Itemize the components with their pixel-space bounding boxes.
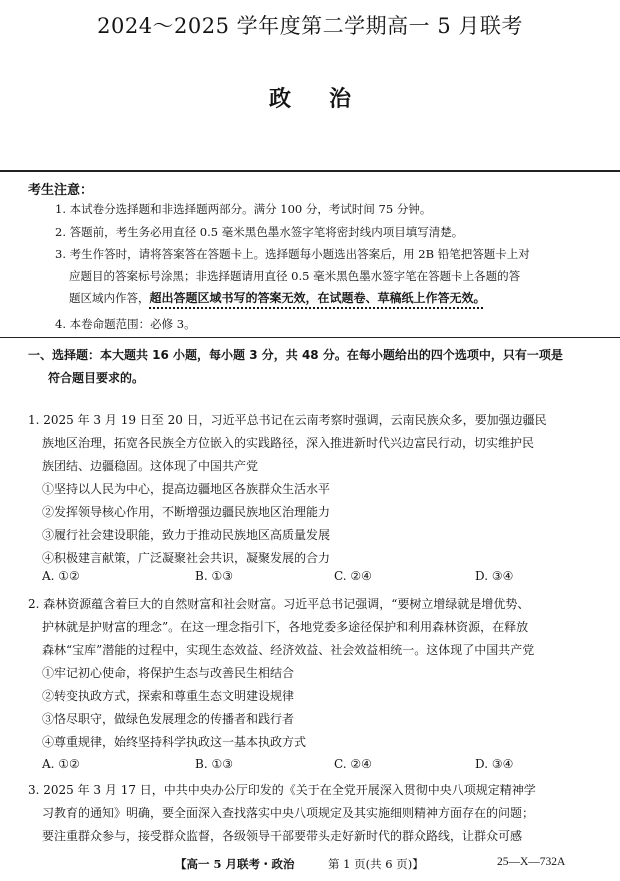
- notice-heading: 考生注意：: [28, 183, 94, 198]
- notice-item-3-cont: 应题目的答案标号涂黑；非选择题请用直径 0.5 毫米黑色墨水签字笔在答题卡上各题的答: [69, 269, 521, 283]
- q2-statement-1: ①牢记初心使命，将保护生态与改善民生相结合: [42, 666, 295, 680]
- notice-divider: [0, 337, 620, 338]
- footer-page-number: 第 1 页(共 6 页)】: [328, 857, 424, 871]
- section-heading: [28, 344, 598, 390]
- footer-exam-label: 【高一 5 月联考・政治: [175, 857, 295, 871]
- q1-statement-2: ②发挥领导核心作用，不断增强边疆民族地区治理能力: [42, 505, 331, 519]
- q2-statement-3: ③恪尽职守，做绿色发展理念的传播者和践行者: [42, 712, 295, 726]
- q1-statement-4: ④积极建言献策，广泛凝聚社会共识，凝聚发展的合力: [42, 551, 331, 565]
- notice-item-2: 2. 答题前，考生务必用直径 0.5 毫米黑色墨水签字笔将密封线内项目填写清楚。: [55, 225, 464, 239]
- section-heading-line2: 符合题目要求的。: [48, 371, 145, 385]
- footer-paper-code: 25—X—732A: [497, 856, 566, 868]
- q3-stem-line3: 要注重群众参与，接受群众监督，各级领导干部要带头走好新时代的群众路线，让群众可感: [42, 829, 523, 843]
- q2-stem-line1: 2. 森林资源蕴含着巨大的自然财富和社会财富。习近平总书记强调，“要树立增绿就是增优势、: [28, 597, 530, 611]
- q1-option-c: C. ②④: [334, 569, 372, 583]
- q1-stem-line1: 1. 2025 年 3 月 19 日至 20 日，习近平总书记在云南考察时强调，云南民族众多，要加强边疆民: [28, 413, 547, 427]
- q1-statement-1: ①坚持以人民为中心，提高边疆地区各族群众生活水平: [42, 482, 331, 496]
- q2-option-b: B. ①③: [195, 757, 233, 771]
- notice-emphasis: 超出答题区域书写的答案无效，在试题卷、草稿纸上作答无效。: [149, 291, 486, 305]
- q1-option-d: D. ③④: [475, 569, 514, 583]
- q1-statement-3: ③履行社会建设职能，致力于推动民族地区高质量发展: [42, 528, 331, 542]
- notice-item-3-text: 题区域内作答，: [69, 291, 150, 305]
- top-divider: [0, 170, 620, 172]
- q3-stem-line1: 3. 2025 年 3 月 17 日，中共中央办公厅印发的《关于在全党开展深入贯彻中央八项规定精神学: [28, 783, 536, 797]
- q1-stem-line2: 族地区治理，拓宽各民族全方位嵌入的实践路径，深入推进新时代兴边富民行动，切实维护民: [42, 436, 535, 450]
- exam-title: 2024～2025 学年度第二学期高一 5 月联考: [97, 14, 523, 38]
- subject-title: 政治: [268, 87, 389, 112]
- q2-statement-4: ④尊重规律，始终坚持科学执政这一基本执政方式: [42, 735, 307, 749]
- notice-item-3-end: [69, 287, 609, 310]
- q2-stem-line2: 护林就是护财富的理念”。在这一理念指引下，各地党委多途径保护和利用森林资源，在释放: [42, 620, 529, 634]
- q2-option-d: D. ③④: [475, 757, 514, 771]
- section-heading-line1: 一、选择题：本大题共 16 小题，每小题 3 分，共 48 分。在每小题给出的四个选项中，只有一项是: [28, 348, 563, 362]
- q2-statement-2: ②转变执政方式，探索和尊重生态文明建设规律: [42, 689, 295, 703]
- q1-option-b: B. ①③: [195, 569, 233, 583]
- q3-stem-line2: 习教育的通知》明确，要全面深入查找落实中央八项规定及其实施细则精神方面存在的问题；: [42, 806, 535, 820]
- q2-option-a: A. ①②: [42, 757, 80, 771]
- notice-item-3: 3. 考生作答时，请将答案答在答题卡上。选择题每小题选出答案后，用 2B 铅笔把答题卡上对: [55, 247, 530, 261]
- notice-item-4: 4. 本卷命题范围：必修 3。: [55, 317, 196, 331]
- q1-stem-line3: 族团结、边疆稳固。这体现了中国共产党: [42, 459, 259, 473]
- q2-stem-line3: 森林“宝库”潜能的过程中，实现生态效益、经济效益、社会效益相统一。这体现了中国共产党: [42, 643, 535, 657]
- q1-option-a: A. ①②: [42, 569, 80, 583]
- notice-item-1: 1. 本试卷分选择题和非选择题两部分。满分 100 分，考试时间 75 分钟。: [55, 202, 432, 216]
- q2-option-c: C. ②④: [334, 757, 372, 771]
